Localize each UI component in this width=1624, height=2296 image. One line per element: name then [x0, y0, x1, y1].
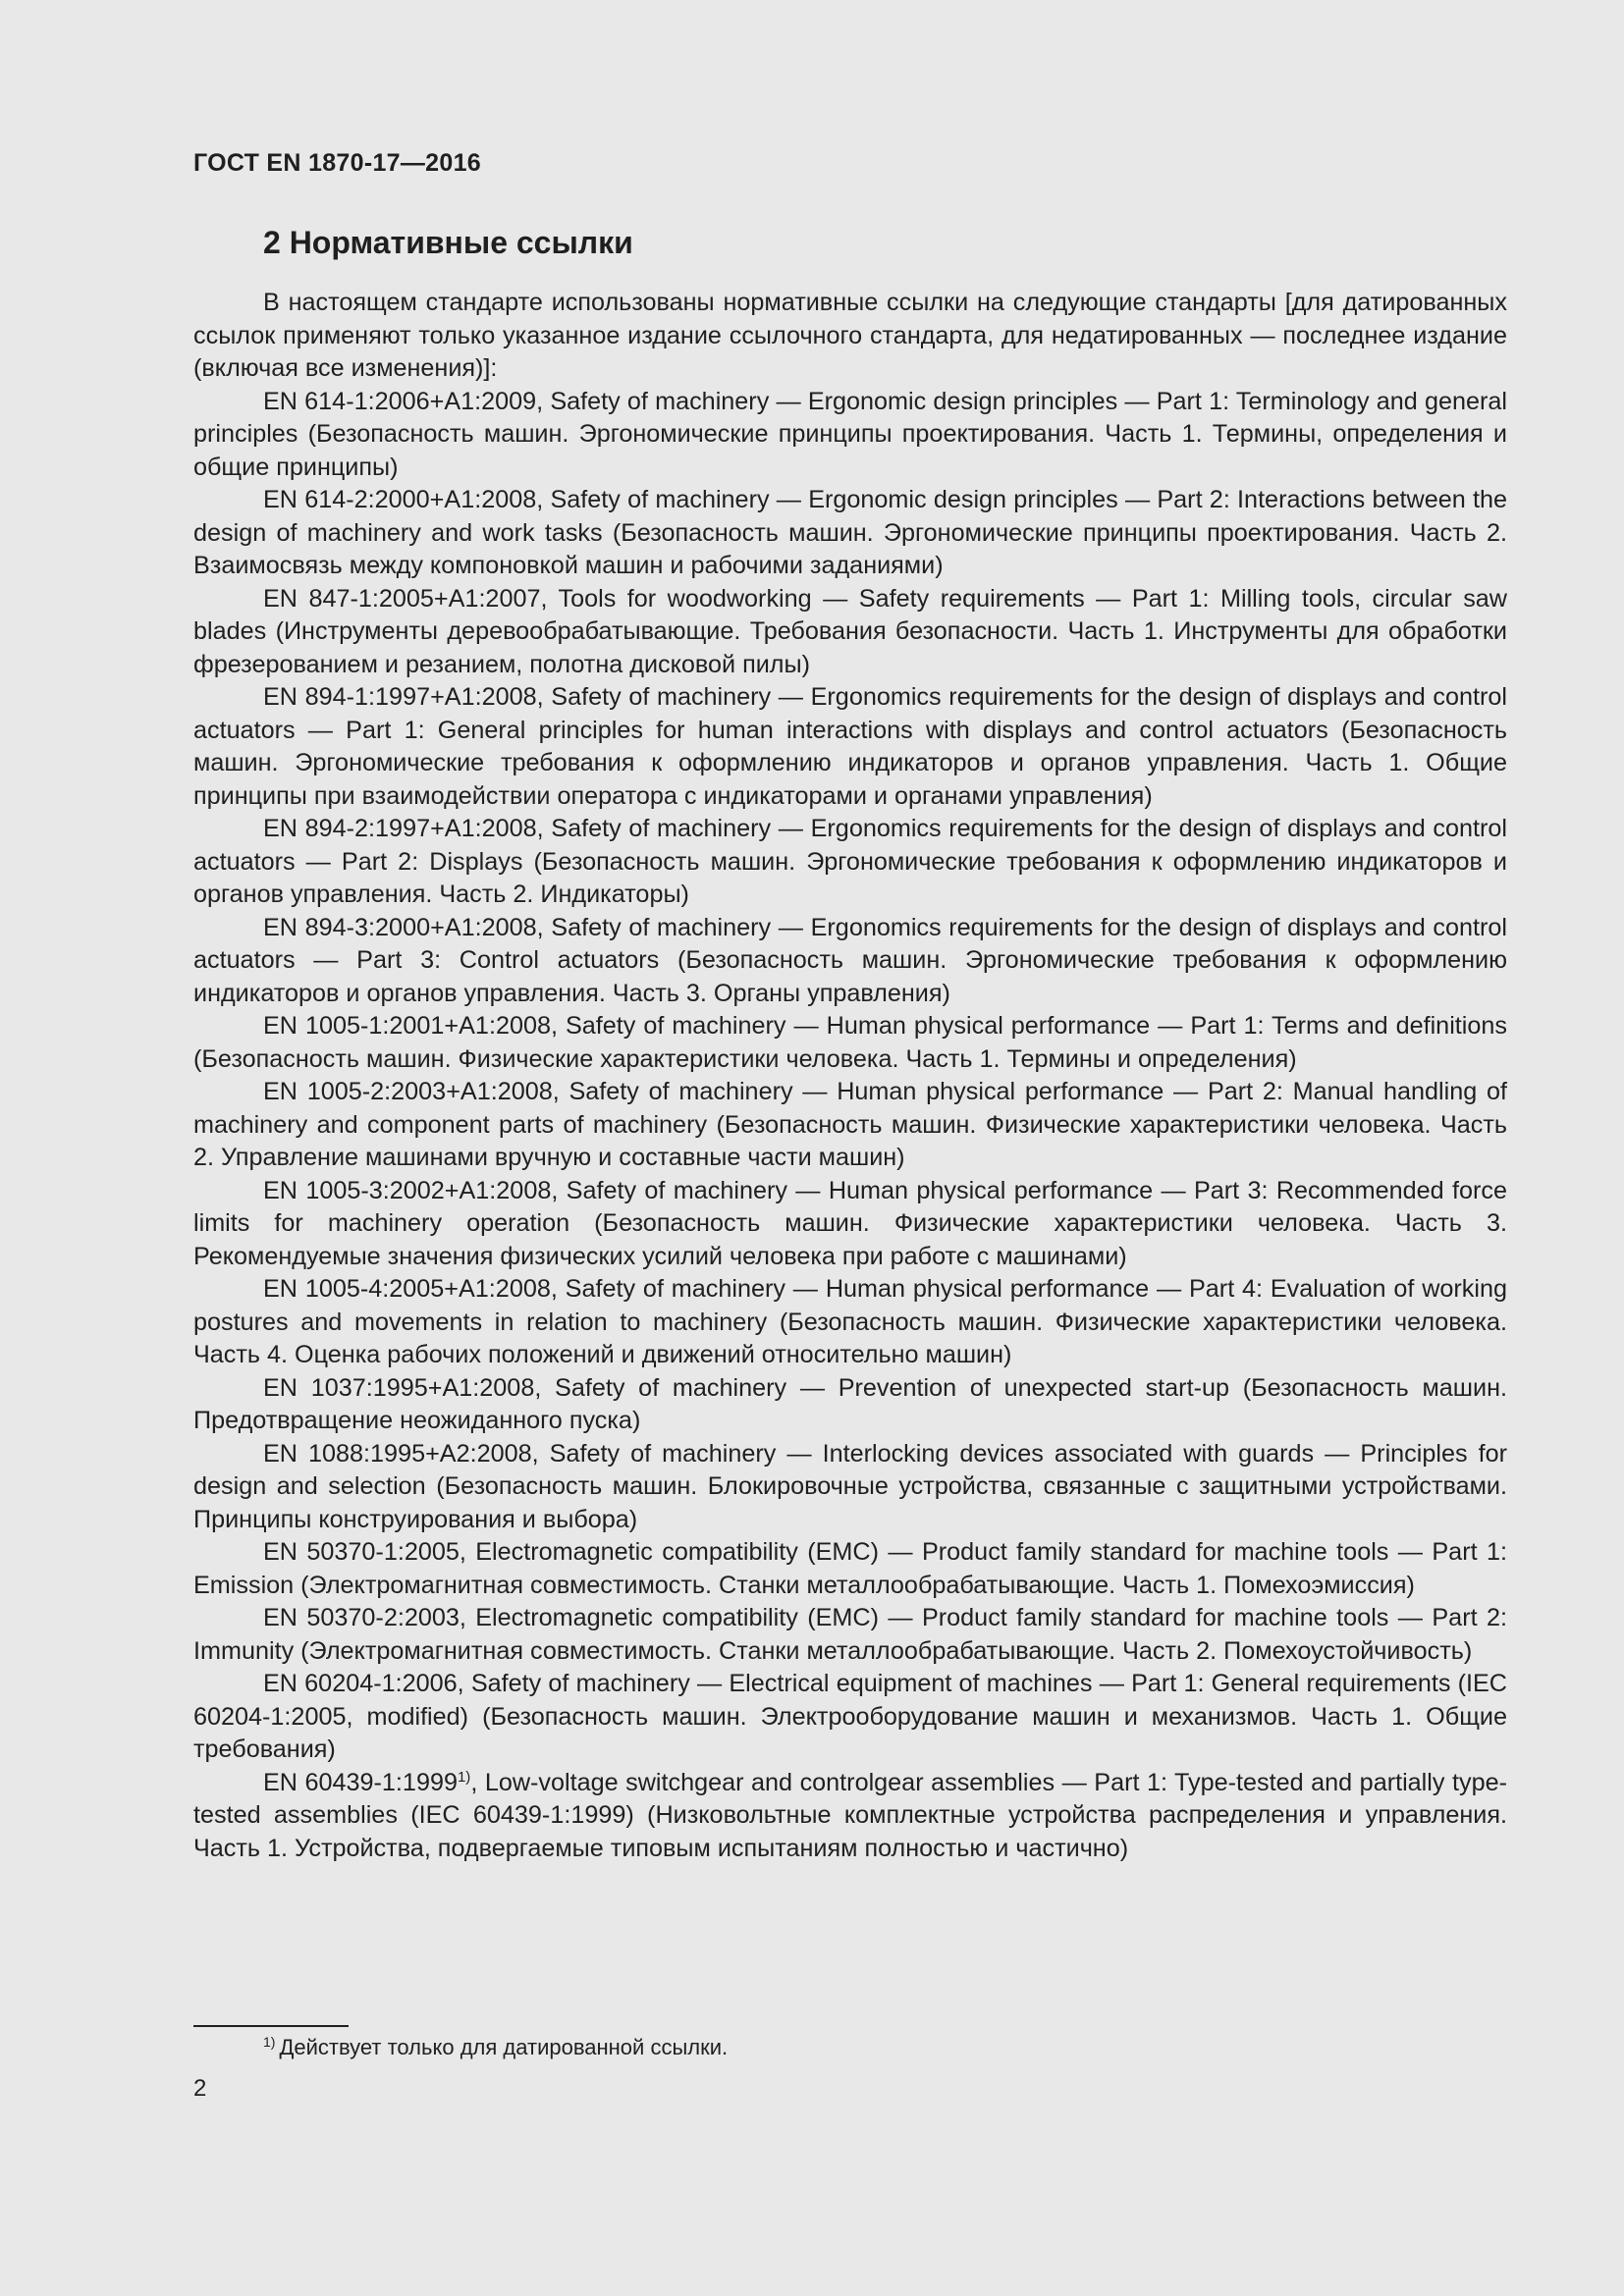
page-number: 2 — [193, 2075, 207, 2102]
footnote — [263, 2033, 728, 2062]
reference-item: EN 614-2:2000+A1:2008, Safety of machinery — Ergonomic design principles — Part 2: Interactions between the design of machinery and work tasks (Безопасность машин. Эргономические принципы проектирования. Часть 2. Взаимосвязь между компоновкой машин и рабочими заданиями) — [193, 486, 1507, 579]
reference-item: EN 60204-1:2006, Safety of machinery — Electrical equipment of machines — Part 1: General requirements (IEC 60204-1:2005, modified) (Безопасность машин. Электрооборудование машин и механизмов. Часть 1. Общие требования) — [193, 1670, 1507, 1763]
intro-paragraph: В настоящем стандарте использованы нормативные ссылки на следующие стандарты [для датированных ссылок применяют только указанное издание ссылочного стандарта, для недатированных — последнее издание (включая все изменения)]: — [193, 289, 1507, 382]
reference-item: EN 1005-1:2001+A1:2008, Safety of machinery — Human physical performance — Part 1: Terms and definitions (Безопасность машин. Физические характеристики человека. Часть 1. Термины и определения) — [193, 1012, 1507, 1073]
footnote-marker: 1) — [457, 1768, 471, 1786]
footnote-text: Действует только для датированной ссылки. — [279, 2035, 729, 2059]
reference-item: EN 1005-3:2002+A1:2008, Safety of machinery — Human physical performance — Part 3: Recommended force limits for machinery operation (Безопасность машин. Физические характеристики человека. Часть 3. Рекомендуемые значения физических усилий человека при работе с машинами) — [193, 1176, 1507, 1270]
reference-item: EN 614-1:2006+A1:2009, Safety of machinery — Ergonomic design principles — Part 1: Terminology and general principles (Безопасность машин. Эргономические принципы проектирования. Часть 1. Термины, определения и общие принципы) — [193, 387, 1507, 481]
reference-item: EN 894-2:1997+A1:2008, Safety of machinery — Ergonomics requirements for the design of displays and control actuators — Part 2: Displays (Безопасность машин. Эргономические требования к оформлению индикаторов и органов управления. Часть 2. Индикаторы) — [193, 815, 1507, 908]
footnote-mark: 1) — [263, 2034, 276, 2050]
reference-item-with-footnote — [193, 1767, 1507, 1866]
reference-item: EN 894-1:1997+A1:2008, Safety of machinery — Ergonomics requirements for the design of displays and control actuators — Part 1: General principles for human interactions with displays and control actuators (Безопасность машин. Эргономические требования к оформлению индикаторов и органов управления. Часть 1. Общие принципы при взаимодействии оператора с индикаторами и органами управления) — [193, 683, 1507, 810]
reference-code: EN 60439-1:1999 — [263, 1768, 458, 1796]
reference-item: EN 847-1:2005+A1:2007, Tools for woodworking — Safety requirements — Part 1: Milling tools, circular saw blades (Инструменты деревообрабатывающие. Требования безопасности. Часть 1. Инструменты для обработки фрезерованием и резанием, полотна дисковой пилы) — [193, 584, 1507, 678]
section-title: 2 Нормативные ссылки — [263, 225, 633, 260]
normative-references-body — [193, 287, 1507, 1865]
reference-item: EN 1088:1995+A2:2008, Safety of machinery — Interlocking devices associated with guards — Principles for design and selection (Безопасность машин. Блокировочные устройства, связанные с защитными устройствами. Принципы конструирования и выбора) — [193, 1439, 1507, 1533]
reference-item: EN 50370-1:2005, Electromagnetic compatibility (EMC) — Product family standard for machine tools — Part 1: Emission (Электромагнитная совместимость. Станки металлообрабатывающие. Часть 1. Помехоэмиссия) — [193, 1538, 1507, 1599]
reference-description: , Low-voltage switchgear and controlgear assemblies — Part 1: Type-tested and partially type-tested assemblies (IEC 60439-1:1999) (Низковольтные комплектные устройства распределения и управления. Часть 1. Устройства, подвергаемые типовым испытаниям полностью и частично) — [193, 1768, 1507, 1862]
reference-item: EN 1005-2:2003+A1:2008, Safety of machinery — Human physical performance — Part 2: Manual handling of machinery and component parts of machinery (Безопасность машин. Физические характеристики человека. Часть 2. Управление машинами вручную и составные части машин) — [193, 1078, 1507, 1171]
footnote-divider — [193, 2025, 349, 2027]
document-code-header: ГОСТ EN 1870-17—2016 — [193, 149, 481, 177]
reference-item: EN 1037:1995+A1:2008, Safety of machinery — Prevention of unexpected start-up (Безопасность машин. Предотвращение неожиданного пуска) — [193, 1373, 1507, 1434]
reference-item: EN 1005-4:2005+A1:2008, Safety of machinery — Human physical performance — Part 4: Evaluation of working postures and movements in relation to machinery (Безопасность машин. Физические характеристики человека. Часть 4. Оценка рабочих положений и движений относительно машин) — [193, 1275, 1507, 1368]
reference-item: EN 50370-2:2003, Electromagnetic compatibility (EMC) — Product family standard for machine tools — Part 2: Immunity (Электромагнитная совместимость. Станки металлообрабатывающие. Часть 2. Помехоустойчивость) — [193, 1604, 1507, 1665]
reference-item: EN 894-3:2000+A1:2008, Safety of machinery — Ergonomics requirements for the design of displays and control actuators — Part 3: Control actuators (Безопасность машин. Эргономические требования к оформлению индикаторов и органов управления. Часть 3. Органы управления) — [193, 913, 1507, 1007]
